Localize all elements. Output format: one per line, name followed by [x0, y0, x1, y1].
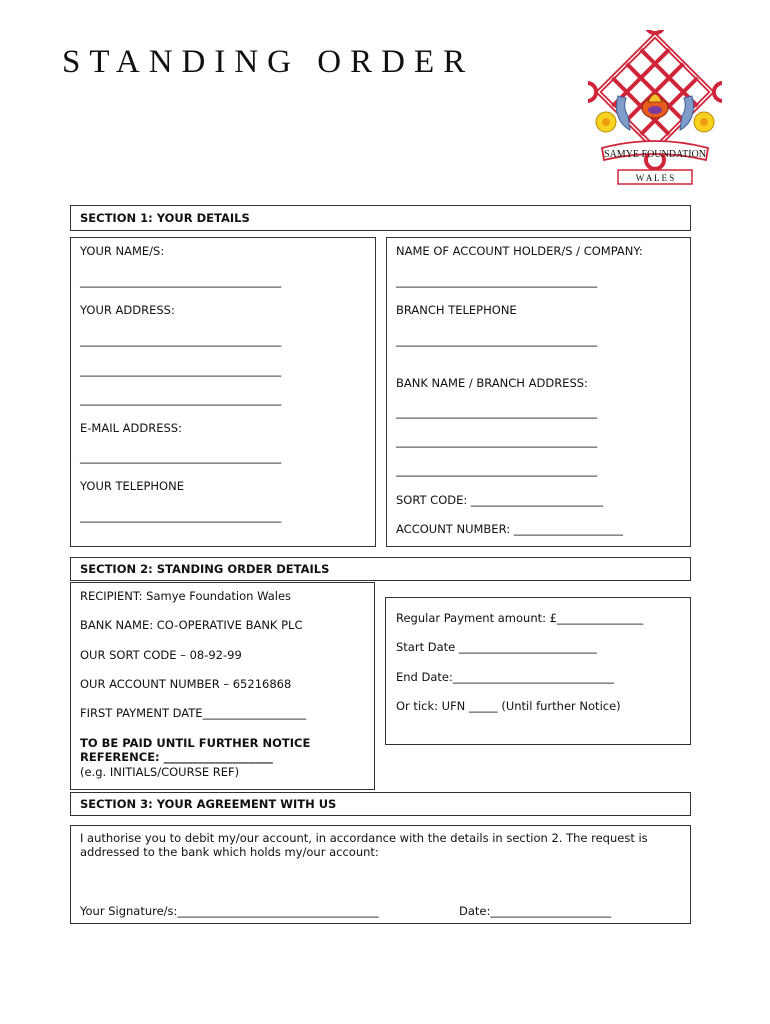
account-number-field[interactable]: ___________________: [513, 522, 623, 536]
end-date-field[interactable]: End Date:____________________________: [396, 670, 614, 684]
signature-date-field[interactable]: Date:_____________________: [459, 904, 612, 918]
our-sort-code-text: OUR SORT CODE – 08-92-99: [80, 648, 242, 662]
email-address-label: E-MAIL ADDRESS:: [80, 421, 182, 435]
regular-payment-field[interactable]: Regular Payment amount: £_______________: [396, 611, 644, 625]
recipient-text: RECIPIENT: Samye Foundation Wales: [80, 589, 292, 603]
account-number-row: [396, 522, 623, 536]
reference-hint: (e.g. INITIALS/COURSE REF): [80, 765, 240, 779]
authorisation-text-line1: I authorise you to debit my/our account, in accordance with the details in section 2. The request is: [80, 831, 648, 845]
page-title: STANDING ORDER: [62, 44, 475, 80]
our-account-number-text: OUR ACCOUNT NUMBER – 65216868: [80, 677, 292, 691]
account-holder-field[interactable]: ___________________________________: [396, 274, 598, 288]
account-holder-label: NAME OF ACCOUNT HOLDER/S / COMPANY:: [396, 244, 643, 258]
account-number-label: ACCOUNT NUMBER:: [396, 522, 514, 536]
signature-field[interactable]: Your Signature/s:___________________________________: [80, 904, 379, 918]
branch-telephone-label: BRANCH TELEPHONE: [396, 303, 517, 317]
bank-address-line-2-field[interactable]: ___________________________________: [396, 434, 598, 448]
reference-field[interactable]: REFERENCE: ___________________: [80, 750, 273, 764]
address-line-2-field[interactable]: ___________________________________: [80, 363, 282, 377]
sort-code-field[interactable]: _______________________: [470, 493, 604, 507]
your-address-label: YOUR ADDRESS:: [80, 303, 175, 317]
samye-foundation-logo: [588, 30, 722, 188]
section3-heading: SECTION 3: YOUR AGREEMENT WITH US: [70, 792, 691, 816]
your-telephone-label: YOUR TELEPHONE: [80, 479, 184, 493]
address-line-1-field[interactable]: ___________________________________: [80, 333, 282, 347]
bank-name-text: BANK NAME: CO-OPERATIVE BANK PLC: [80, 618, 303, 632]
bank-name-label: BANK NAME / BRANCH ADDRESS:: [396, 376, 588, 390]
logo-region-banner: W A L E S: [635, 173, 675, 183]
ufn-tick-field[interactable]: Or tick: UFN _____ (Until further Notice): [396, 699, 621, 713]
section2-heading: SECTION 2: STANDING ORDER DETAILS: [70, 557, 691, 581]
email-address-field[interactable]: ___________________________________: [80, 450, 282, 464]
branch-telephone-field[interactable]: ___________________________________: [396, 333, 598, 347]
your-names-field[interactable]: ___________________________________: [80, 274, 282, 288]
sort-code-row: [396, 493, 603, 507]
address-line-3-field[interactable]: ___________________________________: [80, 392, 282, 406]
bank-address-line-1-field[interactable]: ___________________________________: [396, 405, 598, 419]
start-date-field[interactable]: Start Date ________________________: [396, 640, 597, 654]
first-payment-date-field[interactable]: FIRST PAYMENT DATE__________________: [80, 706, 307, 720]
until-further-notice-text: TO BE PAID UNTIL FURTHER NOTICE: [80, 736, 311, 750]
your-telephone-field[interactable]: ___________________________________: [80, 509, 282, 523]
section1-heading: SECTION 1: YOUR DETAILS: [70, 205, 691, 231]
logo-name-banner: SAMYE FOUNDATION: [604, 149, 706, 160]
bank-address-line-3-field[interactable]: ___________________________________: [396, 463, 598, 477]
authorisation-text-line2: addressed to the bank which holds my/our account:: [80, 845, 379, 859]
sort-code-label: SORT CODE:: [396, 493, 471, 507]
your-names-label: YOUR NAME/S:: [80, 244, 165, 258]
